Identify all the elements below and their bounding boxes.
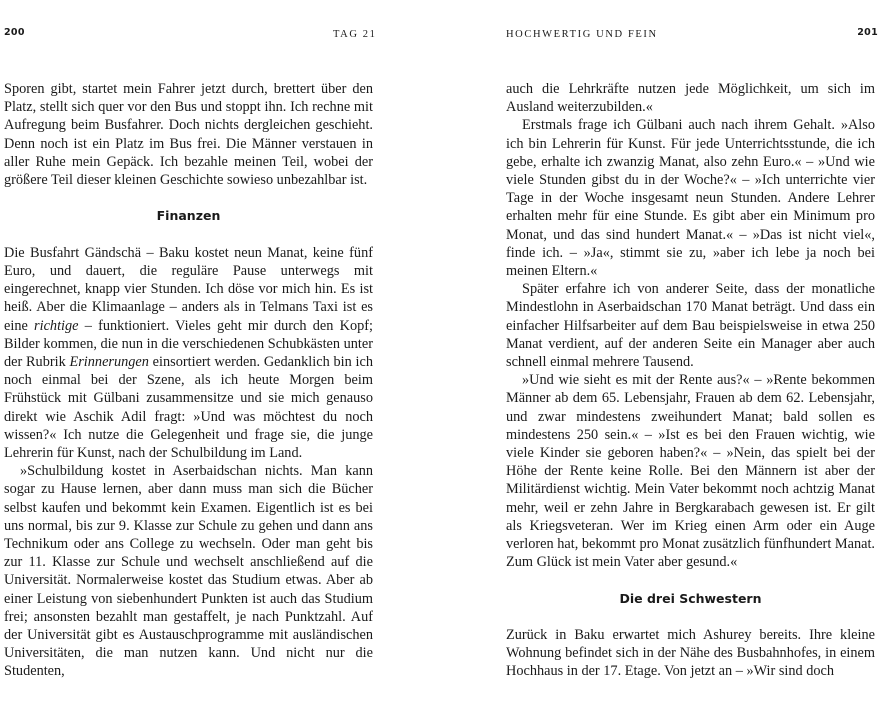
paragraph-continued: Sporen gibt, startet mein Fahrer jetzt durch, brettert über den Platz, stellt sich quer vor den Bus und stoppt ihn. Ich rechne mit Aufregung beim Busfahrer. Doch nichts dergleichen geschieht. Denn noch ist ein Platz im Bus frei. Die Männer verstauen in aller Ruhe mein Gepäck. Ich bezahle meinen Teil, wobei der größere Teil dieser kleinen Geschichte sowieso unbezahlbar ist.	[4, 81, 373, 189]
text-block-right	[506, 80, 875, 681]
text-block-left	[4, 80, 373, 681]
page-number-left: 200	[4, 27, 25, 38]
section-heading-finanzen: Finanzen	[156, 208, 221, 224]
emphasis-richtige: richtige	[34, 317, 79, 334]
paragraph-busfahrt	[4, 244, 373, 462]
paragraph-baku: Zurück in Baku erwartet mich Ashurey bereits. Ihre kleine Wohnung befindet sich in der Nähe des Busbahnhofes, in einem Hochhaus in der 17. Etage. Von jetzt an – »Wir sind doch	[506, 627, 875, 680]
running-head-left: TAG 21	[333, 29, 377, 40]
paragraph-continued: auch die Lehrkräfte nutzen jede Möglichkeit, um sich im Ausland weiterzubilden.«	[506, 81, 875, 116]
paragraph-mindestlohn: Später erfahre ich von anderer Seite, dass der monatliche Mindestlohn in Aserbaidschan 170 Manat beträgt. Und dass ein einfacher Hilfsarbeiter auf dem Bau beispielsweise in etwa 250 Manat verdient, auf der anderen Seite ein Manager aber auch schnell einmal mehrere Tausend.	[506, 281, 875, 371]
right-page	[442, 0, 884, 707]
section-heading-die-drei-schwestern: Die drei Schwestern	[619, 590, 762, 606]
paragraph-text: Die Busfahrt Gändschä – Baku kostet neun Manat, keine fünf Euro, und dauert, die reguläre Pause unterwegs mit eingerechnet, knapp vier Stunden. Ich döse vor mich hin. Es ist heiß. Aber die Klimaanlage – anders als in Telmans Taxi ist es eine	[4, 244, 373, 334]
paragraph-text: – funktioniert. Vieles geht mir durch den Kopf; Bilder kommen, die nun in die verschiedenen Schubkästen unter der Rubrik	[4, 317, 373, 371]
paragraph-text: einsortiert werden. Gedanklich bin ich noch einmal bei der Szene, als ich heute Morgen beim Frühstück mit Gülbani zusammensitze und sie mich genauso direkt wie Aschik Adil fragt: »Und was möchtest du noch wissen?« Ich nutze die Gelegenheit und frage sie, die junge Lehrerin für Kunst, nach der Schulbildung im Land.	[4, 354, 373, 462]
paragraph-rente: »Und wie sieht es mit der Rente aus?« – »Rente bekommen Männer ab dem 65. Lebensjahr, Frauen ab dem 62. Lebensjahr, und zwar mindestens zweihundert Manat; bald sollen es mindestens 250 sein.« – »Ist es bei den Frauen wichtig, wie viele Kinder sie geboren haben?« – »Nein, das spielt bei der Höhe der Rente keine Rolle. Bei den Männern ist aber der Militärdienst wichtig. Mein Vater bekommt noch achtzig Manat mehr, weil er zehn Jahre in Bergkarabach gewesen ist. Er gilt als Kriegsveteran. Wer im Krieg einen Arm oder ein Auge verloren hat, bekommt pro Monat zusätzlich fünfhundert Manat. Zum Glück ist mein Vater aber gesund.«	[506, 372, 875, 571]
page-number-right: 201	[857, 27, 878, 38]
paragraph-gehalt: Erstmals frage ich Gülbani auch nach ihrem Gehalt. »Also ich bin Lehrerin für Kunst. Für jede Unterrichtsstunde, die ich gebe, erhalte ich zwanzig Manat, also zehn Euro.« – »Und wie viele Stunden gibst du in der Woche?« – »Ich unterrichte vier Tage in der Woche insgesamt neun Stunden. Andere Lehrer erhalten mehr für eine Stunde. Es gibt aber ein Minimum pro Monat, und das sind hundert Manat.« – »Das ist nicht viel«, finde ich. – »Ja«, stimmt sie zu, »aber ich lebe ja noch bei meinen Eltern.«	[506, 117, 875, 280]
paragraph-schulbildung: »Schulbildung kostet in Aserbaidschan nichts. Man kann sogar zu Hause lernen, aber dann muss man sich die Bücher selbst kaufen und bekommt kein Examen. Eigentlich ist es bei uns normal, bis zur 9. Klasse zur Schule zu gehen und dann ans Technikum oder ans College zu wechseln. Oder man geht bis zur 11. Klasse zur Schule und wechselt anschließend auf die Universität. Normalerweise kostet das Studium etwas. Aber ab einer Leistung von siebenhundert Punkten ist auch das Studium frei; ansonsten bezahlt man gestaffelt, je nach Punktzahl. Auf der Universität gibt es Austauschprogramme mit ausländischen Universitäten, die man nutzen kann. Und nicht nur die Studenten,	[4, 463, 373, 680]
emphasis-erinnerungen: Erinnerungen	[69, 354, 149, 371]
running-head-right: HOCHWERTIG UND FEIN	[506, 29, 658, 40]
